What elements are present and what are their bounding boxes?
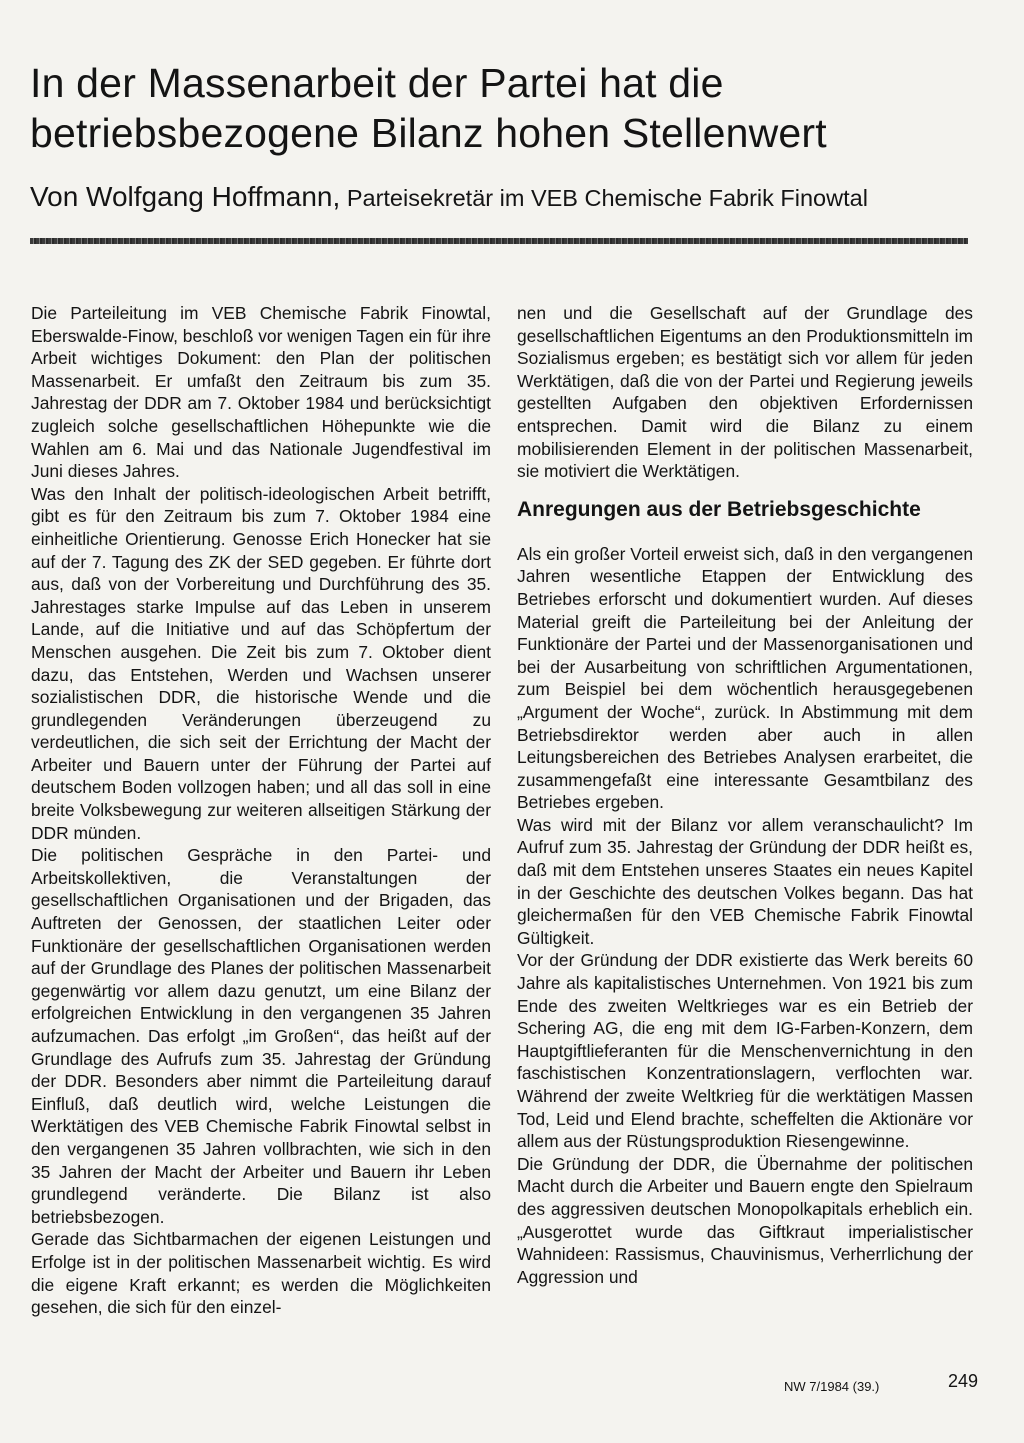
- paragraph: Die Parteileitung im VEB Chemische Fabrik Finowtal, Eberswalde-Finow, beschloß vor wenigen Tagen ein für ihre Arbeit wichtiges Dokument: den Plan der politischen Massenarbeit. Er umfaßt den Zeitraum bis zum 35. Jahrestag der DDR am 7. Oktober 1984 und berücksichtigt zugleich solche gesellschaftlichen Höhepunkte wie die Wahlen am 6. Mai und das Nationale Jugendfestival im Juni dieses Jahres.: [31, 303, 491, 482]
- paragraph: Was wird mit der Bilanz vor allem veranschaulicht? Im Aufruf zum 35. Jahrestag der Gründung der DDR heißt es, daß mit dem Entstehen unseres Staates ein neues Kapitel in der Geschichte des deutschen Volkes begann. Das hat gleichermaßen für den VEB Chemische Fabrik Finowtal Gültigkeit.: [517, 814, 973, 948]
- paragraph: Was den Inhalt der politisch-ideologischen Arbeit betrifft, gibt es für den Zeitraum bis zum 7. Oktober 1984 eine einheitliche Orientierung. Genosse Erich Honecker hat sie auf der 7. Tagung des ZK der SED gegeben. Er führte dort aus, daß von der Vorbereitung und Durchführung des 35. Jahrestages starke Impulse auf das Leben in unserem Lande, auf die Initiative und auf das Schöpfertum der Menschen ausgehen. Die Zeit bis zum 7. Oktober dient dazu, das Entstehen, Werden und Wachsen unserer sozialistischen DDR, die historische Wende und die grundlegenden Veränderungen überzeugend zu verdeutlichen, die sich seit der Errichtung der Macht der Arbeiter und Bauern unter der Führung der Partei auf deutschem Boden vollzogen haben; und all das soll in eine breite Volksbewegung zur weiteren allseitigen Stärkung der DDR münden.: [31, 483, 491, 843]
- byline-role: Parteisekretär im VEB Chemische Fabrik Finowtal: [346, 185, 868, 211]
- section-subheading: Anregungen aus der Betriebsgeschichte: [517, 497, 921, 521]
- left-column: [31, 302, 491, 1360]
- paragraph: Gerade das Sichtbarmachen der eigenen Leistungen und Erfolge ist in der politischen Massenarbeit wichtig. Es wird die eigene Kraft erkannt; es werden die Möglichkeiten gesehen, die sich für den einzel-: [31, 1229, 491, 1318]
- paragraph: Die Gründung der DDR, die Übernahme der politischen Macht durch die Arbeiter und Bauern engte den Spielraum des aggressiven deutschen Monopolkapitals erheblich ein. „Ausgerottet wurde das Giftkraut imperialistischer Wahnideen: Rassismus, Chauvinismus, Verherrlichung der Aggression und: [517, 1153, 973, 1287]
- right-column: [517, 302, 973, 1360]
- article-headline: In der Massenarbeit der Partei hat die betriebsbezogene Bilanz hohen Stellenwert: [30, 60, 827, 156]
- headline-divider: [30, 238, 968, 244]
- paragraph: Als ein großer Vorteil erweist sich, daß in den vergangenen Jahren wesentliche Etappen der Entwicklung des Betriebes erforscht und dokumentiert wurden. Auf dieses Material greift die Parteileitung bei der Anleitung der Funktionäre der Partei und der Massenorganisationen und bei der Ausarbeitung von schriftlichen Argumentationen, zum Beispiel bei dem wöchentlich herausgegebenen „Argument der Woche“, zurück. In Abstimmung mit dem Betriebsdirektor werden aber auch in allen Leitungsbereichen des Betriebes Analysen erarbeitet, die zusammengefaßt eine interessante Gesamtbilanz des Betriebes ergeben.: [517, 543, 973, 813]
- byline-author: Von Wolfgang Hoffmann,: [30, 181, 341, 212]
- paragraph: Vor der Gründung der DDR existierte das Werk bereits 60 Jahre als kapitalistisches Unternehmen. Von 1921 bis zum Ende des zweiten Weltkrieges war es ein Betrieb der Schering AG, die eng mit dem IG-Farben-Konzern, dem Hauptgiftlieferanten für die Menschenvernichtung in den faschistischen Konzentrationslagern, verflochten war. Während der zweite Weltkrieg für die werktätigen Massen Tod, Leid und Elend brachte, scheffelten die Aktionäre vor allem aus der Rüstungsproduktion Riesengewinne.: [517, 950, 973, 1152]
- byline: [30, 182, 990, 213]
- paragraph: Die politischen Gespräche in den Partei- und Arbeitskollektiven, die Veranstaltungen der gesellschaftlichen Organisationen und der Brigaden, das Auftreten der Genossen, der staatlichen Leiter oder Funktionäre der gesellschaftlichen Organisationen werden auf der Grundlage des Planes der politischen Massenarbeit gegenwärtig vor allem dazu genutzt, um eine Bilanz der erfolgreichen Entwicklung in den vergangenen 35 Jahren aufzumachen. Das erfolgt „im Großen“, das heißt auf der Grundlage des Aufrufs zum 35. Jahrestag der Gründung der DDR. Besonders aber nimmt die Parteileitung darauf Einfluß, daß deutlich wird, welche Leistungen die Werktätigen des VEB Chemische Fabrik Finowtal selbst in den vergangenen 35 Jahren vollbrachten, wie sich in den 35 Jahren der Macht der Arbeiter und Bauern ihr Leben grundlegend veränderte. Die Bilanz ist also betriebsbezogen.: [31, 845, 491, 1227]
- issue-reference: NW 7/1984 (39.): [784, 1379, 880, 1394]
- paragraph: nen und die Gesellschaft auf der Grundlage des gesellschaftlichen Eigentums an den Produktionsmitteln im Sozialismus ergeben; es bestätigt sich vor allem für jeden Werktätigen, daß die von der Partei und Regierung jeweils gestellten Aufgaben den objektiven Erfordernissen entsprechen. Damit wird die Bilanz zu einem mobilisierenden Element in der politischen Massenarbeit, sie motiviert die Werktätigen.: [517, 303, 973, 482]
- page-number: 249: [948, 1371, 979, 1391]
